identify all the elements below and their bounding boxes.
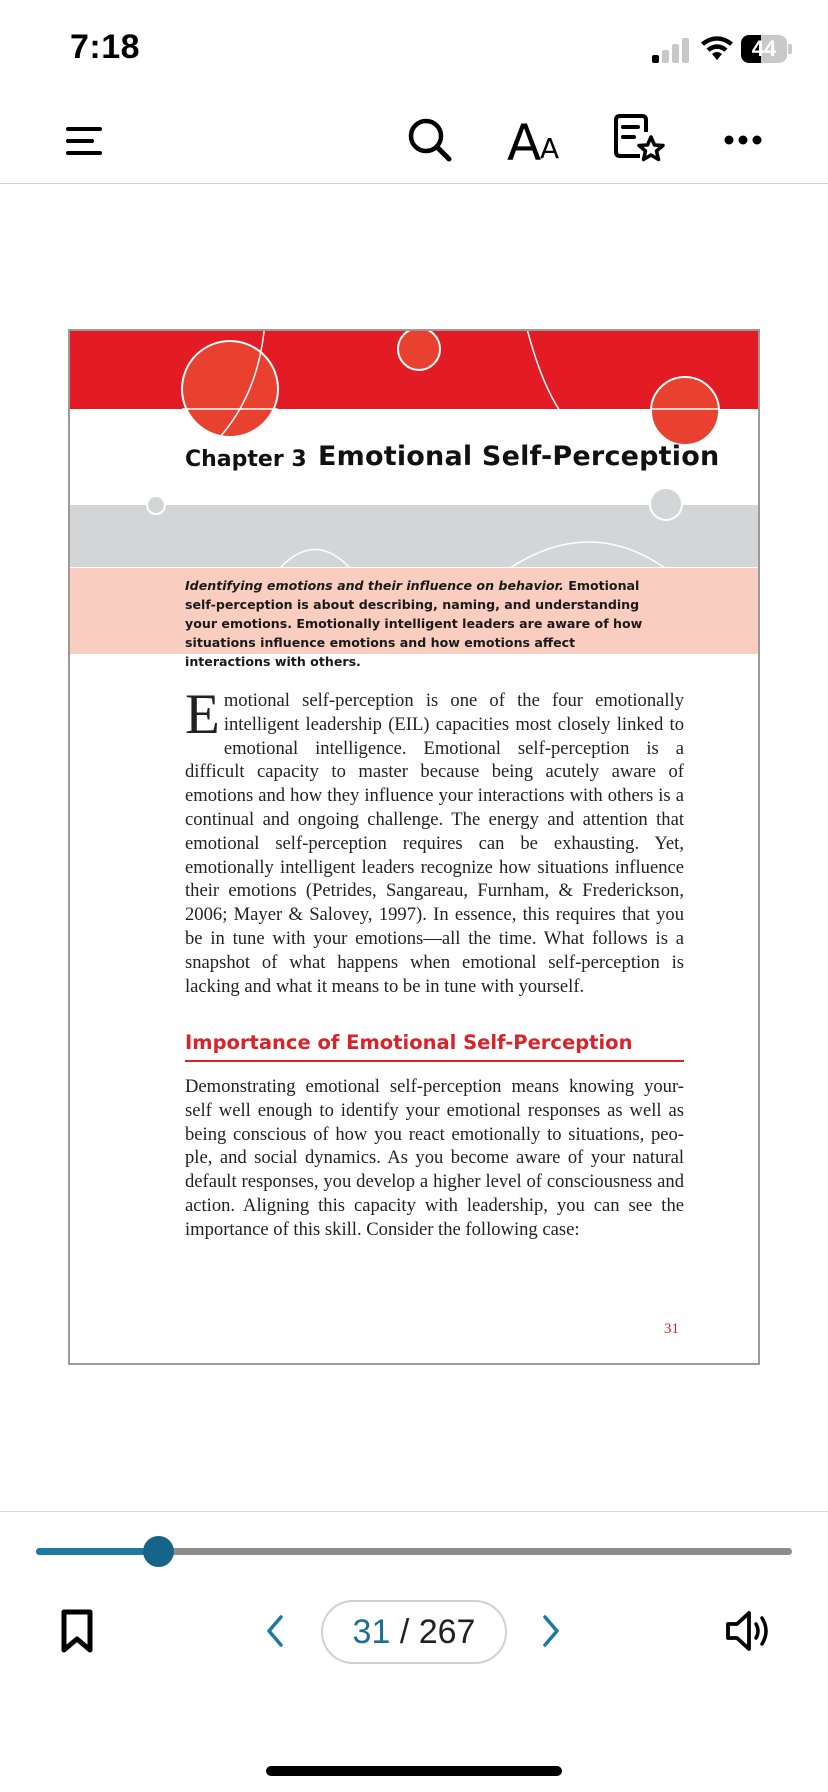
previous-page-icon[interactable] (264, 1614, 286, 1648)
body-paragraph-2: Demonstrating emotional self-perception means knowing your- self well enough to identify your emotional responses as well as being conscious of how you react emotionally to situations, peo- ple, and social dynamics. As you become aware of your natural default responses, you develop a higher level of consciousness and action. Aligning this capacity with leadership, you can see the importance of this skill. Consider the following case: (185, 1076, 684, 1240)
page-number: 31 (664, 1321, 679, 1337)
battery-icon (741, 35, 791, 63)
current-page: 31 (352, 1613, 391, 1651)
bottom-divider (0, 1511, 828, 1512)
body-paragraph-1 (185, 683, 684, 998)
bookmark-icon[interactable] (60, 1608, 94, 1654)
cellular-signal-icon (652, 37, 692, 63)
search-icon[interactable] (406, 116, 454, 164)
home-indicator[interactable] (266, 1766, 562, 1776)
reading-progress-slider[interactable] (36, 1536, 792, 1566)
read-aloud-icon[interactable] (724, 1608, 776, 1654)
menu-icon[interactable] (64, 124, 104, 158)
body-paragraph-1-text: motional self-perception is one of the four emotionally intelligent leadership (EIL) capacities most closely linked to emotional intelligence. Emotional self-perception is a difficult capacity to master because being acutely aware of emotions and how they influence your interactions with others is a continual and ongoing challenge. The energy and attention that emotional self-perception requires can be exhausting. Yet, emotionally intelligent leaders recognize how situations influence their emotions (Petrides, Sangareau, Furnham, & Frederickson, 2006; Mayer & Salovey, 1997). In essence, this requires that you be in tune with your emotions—all the time. What follows is a snapshot of what happens when emotional self-perception is lacking and what it means to be in tune with yourself. (185, 690, 684, 997)
chapter-intro (185, 576, 655, 671)
slider-thumb[interactable] (143, 1536, 174, 1567)
chapter-intro-lead: Identifying emotions and their influence on behavior. (185, 578, 564, 593)
book-page[interactable] (68, 329, 760, 1365)
bookmark-notes-icon[interactable] (612, 112, 666, 168)
status-time: 7:18 (70, 28, 141, 66)
status-bar (0, 0, 828, 100)
svg-text:A: A (507, 114, 542, 164)
more-icon[interactable] (724, 134, 762, 146)
slider-fill (36, 1548, 158, 1555)
reader-toolbar (0, 100, 828, 184)
chapter-label: Chapter 3 (185, 447, 307, 472)
text-size-icon[interactable] (507, 114, 565, 164)
page-separator: / (390, 1613, 419, 1651)
drop-cap: E (185, 683, 220, 746)
chapter-intro-text: Emotional self-perception is about describing, naming, and understanding your emotions. Emotionally intelligent leaders are aware of how situations influence emotions and how emotions affect interactions with others. (185, 578, 643, 669)
page-indicator[interactable] (321, 1600, 507, 1664)
wifi-icon (700, 34, 734, 62)
svg-text:A: A (540, 132, 560, 164)
total-pages: 267 (418, 1613, 476, 1651)
battery-level: 44 (751, 36, 777, 61)
chapter-title: Emotional Self-Perception (318, 441, 720, 472)
next-page-icon[interactable] (540, 1614, 562, 1648)
section-heading: Importance of Emotional Self-Perception (185, 1031, 684, 1062)
